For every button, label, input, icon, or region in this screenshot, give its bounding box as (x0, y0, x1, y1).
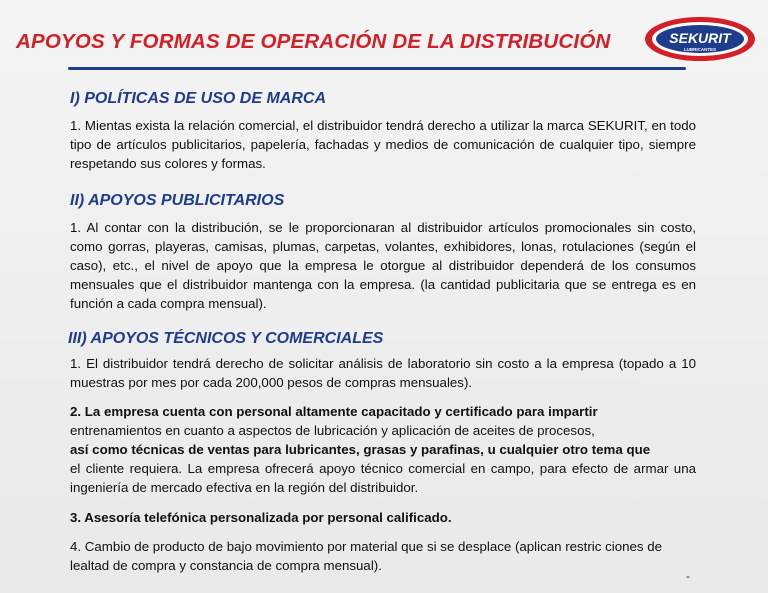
paragraph-tecnicos-2-line-1: 2. La empresa cuenta con personal altamente capacitado y certificado para impartir (70, 404, 598, 419)
paragraph-tecnicos-3: 3. Asesoría telefónica personalizada por personal calificado. (70, 510, 452, 525)
page-marker: - (686, 569, 690, 583)
paragraph-tecnicos-4: 4. Cambio de producto de bajo movimiento por material que si se desplace (aplican restric ciones de lealtad de compra y constancia de compra mensual). (70, 539, 663, 573)
sekurit-logo (644, 16, 756, 62)
paragraph-publicitarios-1: 1. Al contar con la distribución, se le proporcionaran al distribuidor artículos promocionales sin costo, como gorras, playeras, camisas, plumas, carpetas, volantes, exhibidores, lonas, rotulaciones (según el caso), etc., el nivel de apoyo que la empresa le otorgue al distribuidor dependerá de los consumos mensuales que el distribuidor mantenga con la empresa. (la cantidad publicitaria que se entrega es en función a cada compra mensual). (70, 220, 696, 311)
paragraph-tecnicos-2-line-2: entrenamientos en cuanto a aspectos de lubricación y aplicación de aceites de procesos, (70, 423, 595, 438)
section-heading-tecnicos: III) APOYOS TÉCNICOS Y COMERCIALES (68, 330, 384, 347)
section-heading-marca: I) POLÍTICAS DE USO DE MARCA (70, 90, 327, 107)
paragraph-tecnicos-2-line-3: así como técnicas de ventas para lubricantes, grasas y parafinas, u cualquier otro tema que (70, 442, 651, 457)
paragraph-marca-1: 1. Mientas exista la relación comercial, el distribuidor tendrá derecho a utilizar la marca SEKURIT, en todo tipo de artículos publicitarios, papelería, fachadas y medios de comunicación de cualquier tipo, siempre respetando sus colores y formas. (70, 118, 696, 171)
logo-text: SEKURIT (669, 30, 731, 46)
logo-subtext: LUBRICANTES (683, 47, 717, 52)
paragraph-tecnicos-2-line-4: el cliente requiera. La empresa ofrecerá apoyo técnico comercial en campo, para efecto de armar una ingeniería de mercado efectiva en la región del distribuidor. (70, 461, 696, 495)
header-divider (68, 67, 686, 70)
paragraph-tecnicos-1: 1. El distribuidor tendrá derecho de solicitar análisis de laboratorio sin costo a la empresa (topado a 10 muestras por mes por cada 200,000 pesos de compras mensuales). (70, 356, 696, 390)
section-heading-publicitarios: II) APOYOS PUBLICITARIOS (70, 192, 285, 209)
page-title: APOYOS Y FORMAS DE OPERACIÓN DE LA DISTRIBUCIÓN (16, 30, 611, 53)
